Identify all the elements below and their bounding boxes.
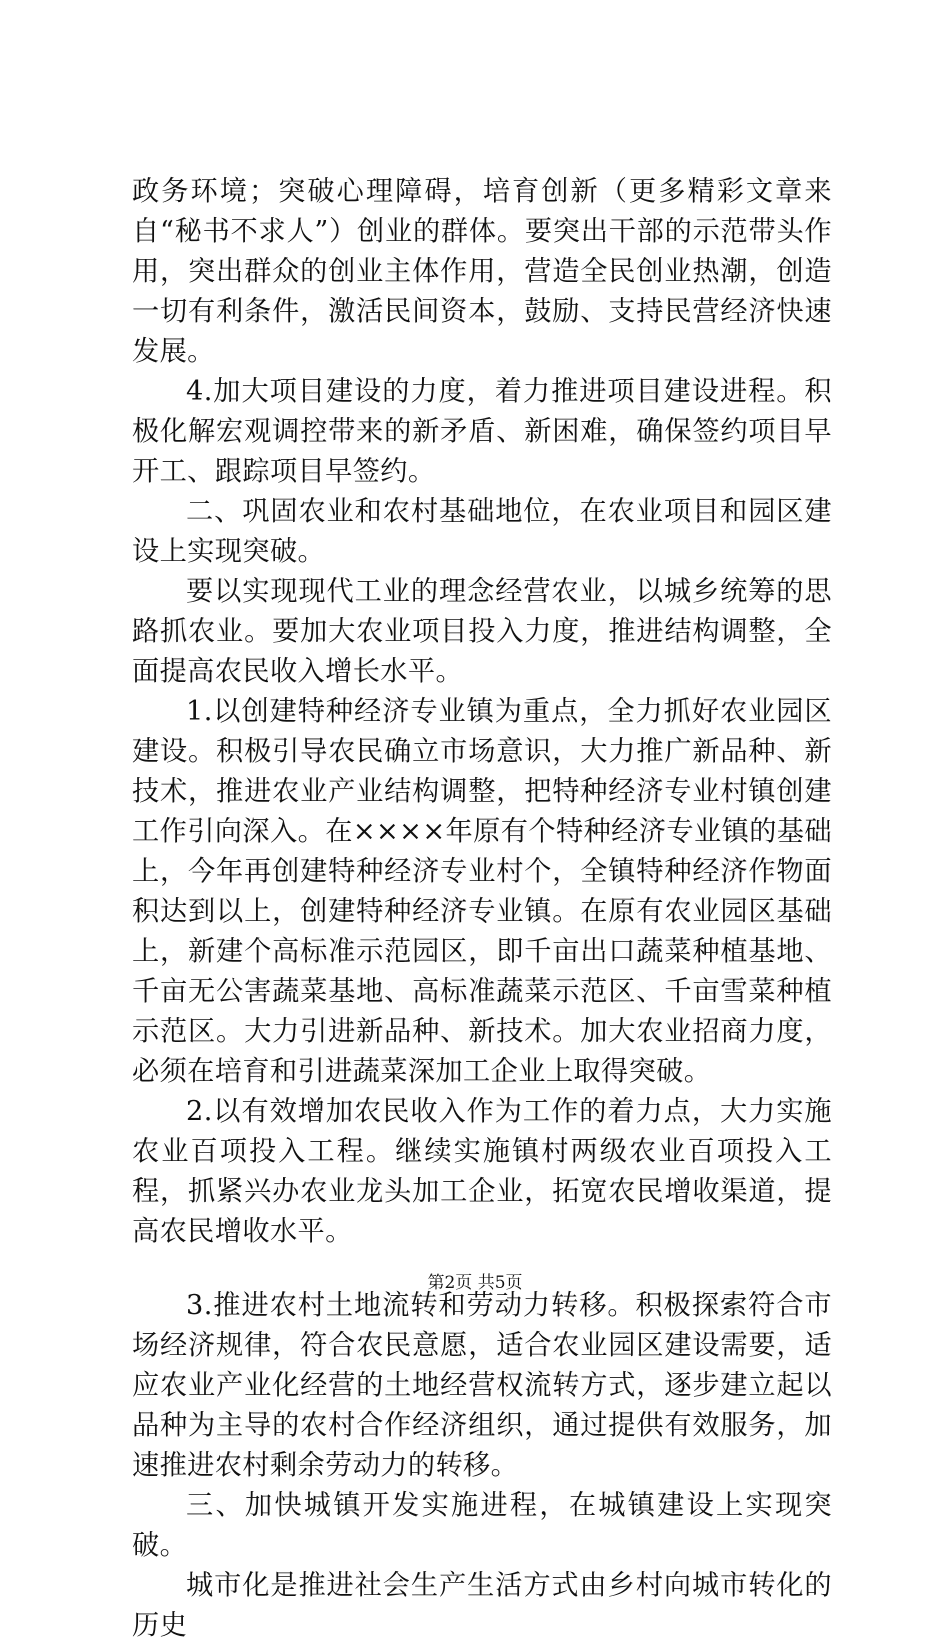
section-heading-3: 三、加快城镇开发实施进程，在城镇建设上实现突破。 (132, 1490, 832, 1561)
document-body (132, 172, 832, 1646)
page-footer: 第2页 共5页 (427, 1273, 523, 1293)
paragraph-6: 2.以有效增加农民收入作为工作的着力点，大力实施农业百项投入工程。继续实施镇村两级农业百项投入工程，抓紧兴办农业龙头加工企业，拓宽农民增收渠道，提高农民增收水平。 (132, 1096, 832, 1247)
paragraph-2: 4.加大项目建设的力度，着力推进项目建设进程。积极化解宏观调控带来的新矛盾、新困难，确保签约项目早开工、跟踪项目早签约。 (132, 376, 832, 487)
paragraph-7: 3.推进农村土地流转和劳动力转移。积极探索符合市场经济规律，符合农民意愿，适合农业园区建设需要，适应农业产业化经营的土地经营权流转方式，逐步建立起以品种为主导的农村合作经济组织，通过提供有效服务，加速推进农村剩余劳动力的转移。 (132, 1290, 832, 1481)
section-heading-2: 二、巩固农业和农村基础地位，在农业项目和园区建设上实现突破。 (132, 496, 832, 567)
paragraph-5: 1.以创建特种经济专业镇为重点，全力抓好农业园区建设。积极引导农民确立市场意识，大力推广新品种、新技术，推进农业产业结构调整，把特种经济专业村镇创建工作引向深入。在××××年原有个特种经济专业镇的基础上，今年再创建特种经济专业村个，全镇特种经济作物面积达到以上，创建特种经济专业镇。在原有农业园区基础上，新建个高标准示范园区，即千亩出口蔬菜种植基地、千亩无公害蔬菜基地、高标准蔬菜示范区、千亩雪菜种植示范区。大力引进新品种、新技术。加大农业招商力度，必须在培育和引进蔬菜深加工企业上取得突破。 (132, 696, 832, 1087)
paragraph-9: 城市化是推进社会生产生活方式由乡村向城市转化的历史 (132, 1570, 832, 1641)
paragraph-4: 要以实现现代工业的理念经营农业，以城乡统筹的思路抓农业。要加大农业项目投入力度，推进结构调整，全面提高农民收入增长水平。 (132, 576, 832, 687)
paragraph-1: 政务环境；突破心理障碍，培育创新（更多精彩文章来自“秘书不求人”）创业的群体。要突出干部的示范带头作用，突出群众的创业主体作用，营造全民创业热潮，创造一切有利条件，激活民间资本，鼓励、支持民营经济快速发展。 (132, 176, 832, 367)
